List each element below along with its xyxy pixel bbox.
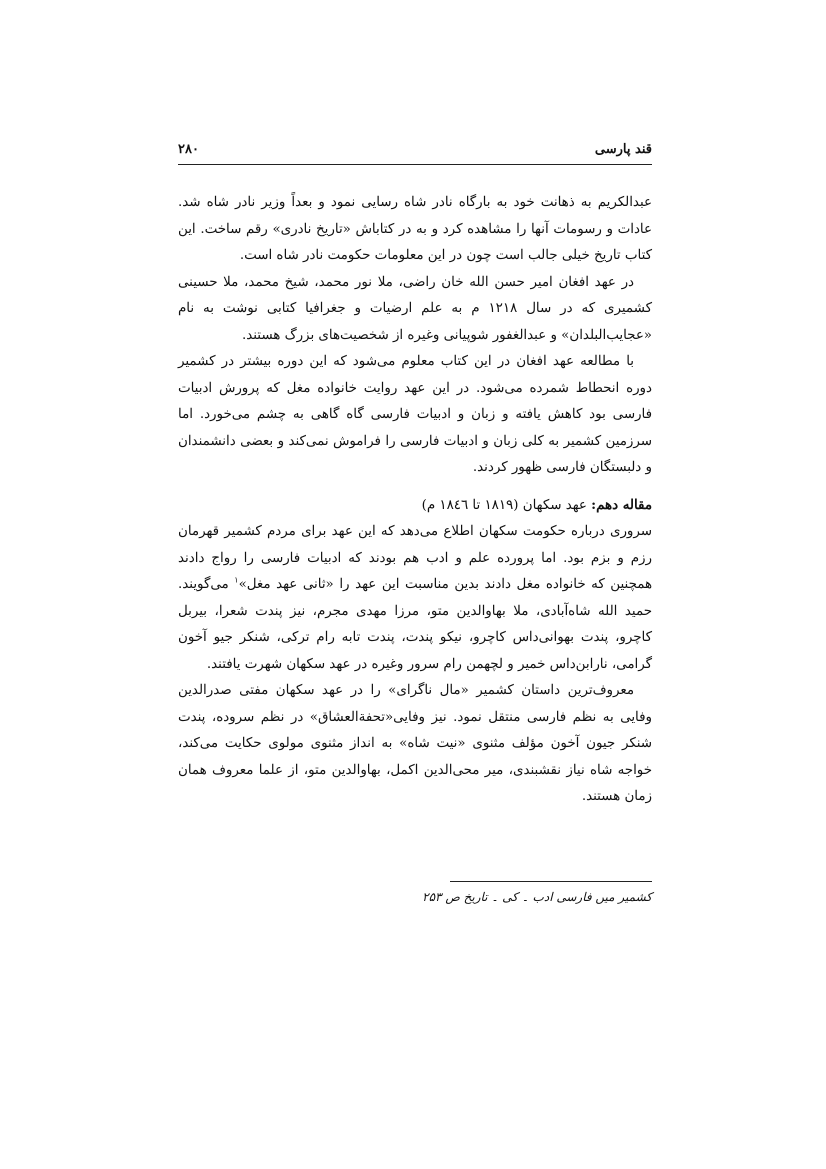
body-text — [178, 190, 652, 811]
footnote: کشمیر میں فارسی ادب ۔ کی ۔ تاریخ ص ۲۵۳ — [422, 890, 652, 904]
paragraph: در عهد افغان امیر حسن الله خان راضی، ملا نور محمد، شیخ محمد، ملا حسینی کشمیری که در سال ۱۲۱۸ م به علم ارضیات و جغرافیا کتابی نوشت به نام «عجایب‌البلدان» و عبدالغفور شوپیانی وغیره از شخصیت‌های بزرگ هستند. — [178, 274, 652, 343]
paragraph — [178, 519, 652, 678]
paragraph: با مطالعه عهد افغان در این کتاب معلوم می‌شود که این دوره بیشتر در کشمیر دوره انحطاط شمرده می‌شود. در این عهد روایت خانواده مغل که پرورش ادبیات فارسی بود کاهش یافته و زبان و ادبیات فارسی گاه گاهی به چشم می‌خورد. اما سرزمین کشمیر به کلی زبان و ادبیات فارسی را فراموش نمی‌کند و بعضی دانشمندان و دلبستگان فارسی ظهور کردند. — [178, 354, 652, 475]
footnote-marker: ۱ — [234, 575, 239, 585]
paragraph: معروف‌ترین داستان کشمیر «مال ناگرای» را در عهد سکهان مفتی صدرالدین وفایی به نظم فارسی منتقل نمود. نیز وفایی«تحفةالعشاق» در نظم سروده، پندت شنکر جیون آخون مؤلف مثنوی «نیت شاه» به انداز مثنوی مولوی حکایت می‌کند، خواجه شاه نیاز نقشبندی، میر محی‌الدین اکمل، بهاوالدین متو، از علما معروف همان زمان هستند. — [178, 683, 652, 804]
paragraph-text: سروری درباره حکومت سکهان اطلاع می‌دهد که این عهد برای مردم کشمیر قهرمان رزم و بزم بود. اما پرورده علم و ادب هم بودند که ادبیات فارسی را رواج دادند همچنین که خانواده مغل دادند بدین مناسبت این عهد را «ثانی عهد مغل» — [178, 524, 653, 592]
section-label: مقاله دهم: — [591, 496, 652, 513]
page-number: ۲۸۰ — [178, 142, 199, 157]
running-title: قند پارسی — [594, 142, 652, 157]
running-header — [178, 142, 652, 165]
paragraph-text: می‌گویند. حمید الله شاه‌آبادی، ملا بهاوالدین متو، مرزا مهدی مجرم، نیز پندت شعرا، بیربل کاچرو، پندت بهوانی‌داس کاچرو، نیکو پندت، پندت تابه رام ترکی، شنکر جیو آخون گرامی، نارابن‌داس خمیر و لچهمن رام سرور وغیره در عهد سکهان شهرت یافتند. — [178, 577, 652, 672]
section-heading — [178, 492, 652, 520]
paragraph: عبدالکریم به ذهانت خود به بارگاه نادر شاه رسایی نمود و بعداً وزیر نادر شاه شد. عادات و رسومات آنها را مشاهده کرد و به در کتاباش «تاریخ نادری» رقم ساخت. این کتاب تاریخ خیلی جالب است چون در این معلومات حکومت نادر شاه است. — [178, 195, 652, 263]
section-title: عهد سکهان (۱۸۱۹ تا ۱۸٤٦ م) — [421, 497, 587, 513]
footnote-rule — [450, 881, 652, 882]
